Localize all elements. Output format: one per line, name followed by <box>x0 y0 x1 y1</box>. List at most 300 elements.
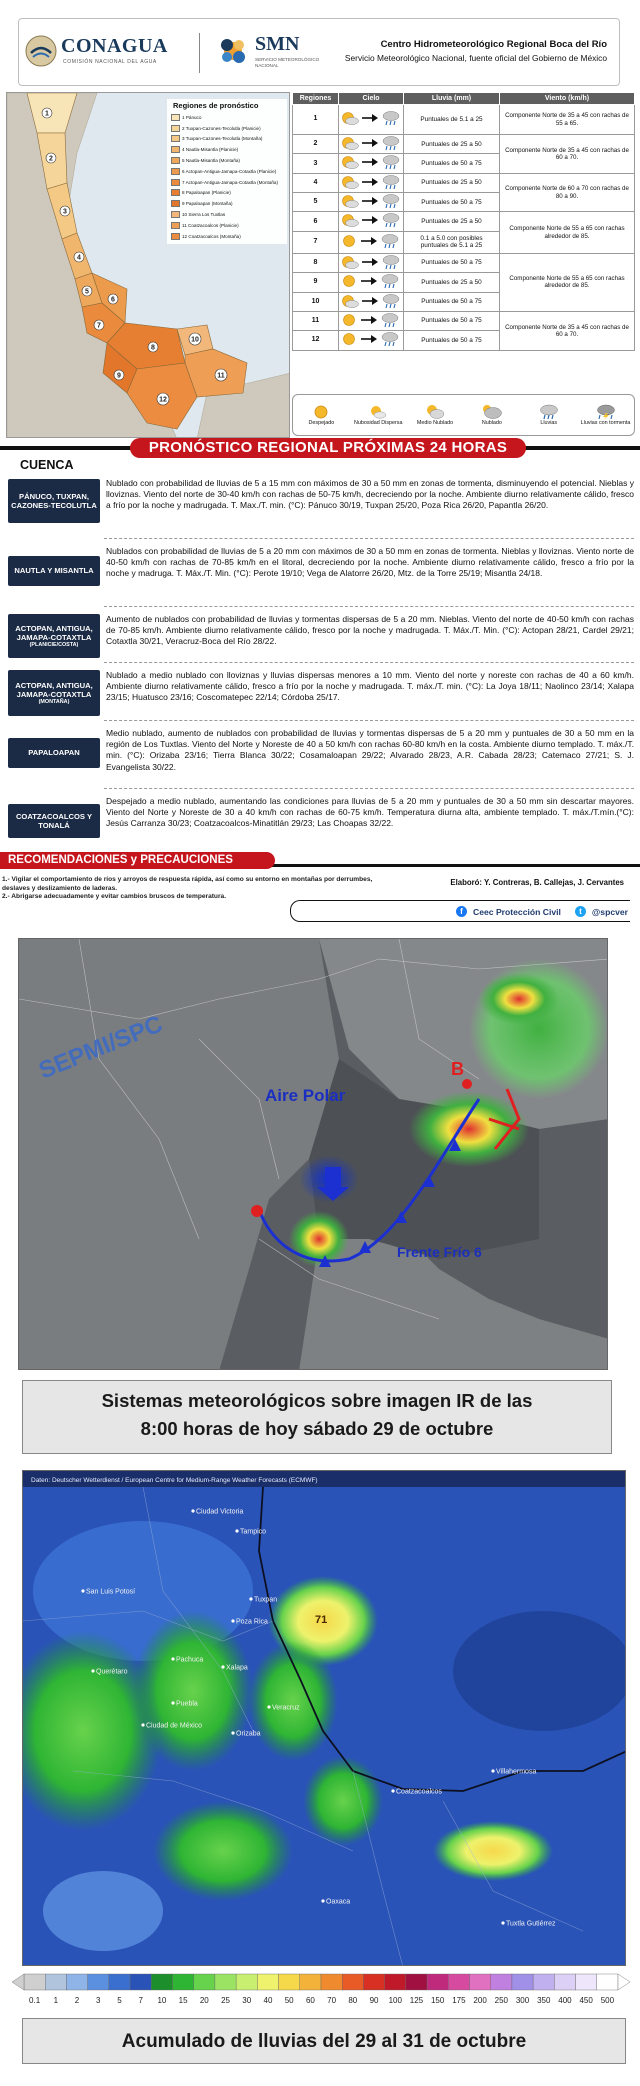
arrow-right-icon <box>360 254 380 270</box>
city-label: Coatzacoalcos <box>396 1788 442 1796</box>
city-label: Orizaba <box>236 1730 261 1738</box>
city-marker <box>171 1701 174 1704</box>
twitter-handle[interactable]: @spcver <box>591 906 628 917</box>
header-viento: Viento (km/h) <box>500 93 635 105</box>
scale-swatch <box>215 1974 236 1990</box>
legend-label: 1 Pánuco <box>182 114 202 120</box>
forecast-sky <box>339 273 404 292</box>
sky-icons <box>342 273 400 289</box>
legend-swatch <box>171 222 180 229</box>
rain-icon <box>381 293 401 309</box>
city-marker <box>491 1769 494 1772</box>
arrow-right-icon <box>360 212 380 228</box>
scale-swatch <box>554 1974 575 1990</box>
header-lluvia: Lluvia (mm) <box>404 93 500 105</box>
scale-swatch <box>45 1974 66 1990</box>
arrow-right-icon <box>359 312 379 328</box>
sky-legend <box>292 394 635 436</box>
legend-label: 5 Nautla-Misantla (Montaña) <box>182 158 240 164</box>
city-marker <box>191 1509 194 1512</box>
scale-label: 2 <box>74 1996 80 2005</box>
forecast-wind: Componente Norte de 60 a 70 con rachas de 80 a 90. <box>500 173 635 212</box>
map-legend-item <box>171 112 285 123</box>
sky-legend-label: Lluvias con tormenta <box>580 419 631 426</box>
rain-icon <box>381 110 401 126</box>
city-label: Villahermosa <box>496 1768 537 1776</box>
forecast-sky <box>339 135 404 154</box>
sun-icon <box>342 312 358 328</box>
scale-swatch <box>533 1974 554 1990</box>
label-cold-front: Frente Frío 6 <box>397 1244 482 1260</box>
scale-swatch <box>279 1974 300 1990</box>
partly-cloudy-icon <box>341 293 359 309</box>
legend-swatch <box>171 114 180 121</box>
sky-legend-label: Medio Nublado <box>416 419 454 426</box>
city-label: Querétaro <box>96 1668 128 1676</box>
forecast-region: 5 <box>293 193 339 212</box>
scale-label: 30 <box>242 1996 252 2005</box>
map-legend-item <box>171 220 285 231</box>
sky-icons <box>341 135 401 151</box>
sky-icons <box>341 254 401 270</box>
legend-swatch <box>171 189 180 196</box>
basin-text-actopan-planicie: Aumento de nublados con probabilidad de lluvias y tormentas dispersas de 5 a 20 mm. Nieblas. Viento del norte de 40-50 km/h con rachas de 70-85 km/h. Ambiente diurno relativamente cálido, fresco por la noche y madrugada. T. Máx./T. Min. (°C): Actopan 28/21, Cardel 29/21; Cotaxtla 30/21, Veracruz-Boca del Río 28/22. <box>106 614 634 647</box>
sky-icons <box>342 331 400 347</box>
precip-caption: Acumulado de lluvias del 29 al 31 de octubre <box>22 2018 626 2064</box>
city-marker <box>235 1529 238 1532</box>
recommendation-item: 1.- Vigilar el comportamiento de ríos y arroyos de respuesta rápida, así como su entorno en montañas por derrumbes, deslaves y deslizamiento de laderas. <box>2 876 373 892</box>
forecast-sky <box>339 231 404 253</box>
forecast-region: 9 <box>293 273 339 292</box>
city-label: San Luis Potosí <box>86 1588 136 1596</box>
svg-text:1: 1 <box>45 110 49 118</box>
forecast-row <box>293 105 635 135</box>
scale-label: 10 <box>157 1996 167 2005</box>
arrow-right-icon <box>359 233 379 249</box>
conagua-logo <box>25 31 185 75</box>
satellite-caption <box>22 1380 612 1454</box>
forecast-wind: Componente Norte de 55 a 65 con rachas alrededor de 85. <box>500 253 635 311</box>
basin-text-actopan-montana: Nublado a medio nublado con lloviznas y lluvias dispersas menores a 10 mm. Viento del norte y noreste con rachas de 40 a 60 km/h. Ambiente diurno relativamente cálido, fresco a frío por la noche y madrugada. T. máx./T. min. (°C): La Joya 18/11; Naolinco 23/14; Xalapa 23/15; Huatusco 23/16; Coscomatepec 22/14; Córdoba 25/17. <box>106 670 634 703</box>
sun-icon <box>342 331 358 347</box>
basin-text-panuco: Nublado con probabilidad de lluvias de 5 a 15 mm con máximos de 30 a 50 mm en zonas de tormenta, disminuyendo el potencial. Nieblas y lloviznas. Viento del norte de 30-40 km/h con rachas de 50-75 km/h, decreciendo por la noche. Ambiente diurno relativamente cálido, fresco a frío por la noche y madrugada. T. Max./T. min. (°C): Pánuco 30/19, Tuxpan 25/20, Poza Rica 26/20, Papantla 26/20. <box>106 478 634 511</box>
rain-icon <box>381 212 401 228</box>
cloudy-icon <box>482 404 502 420</box>
smn-emblem-icon <box>215 33 251 69</box>
svg-text:4: 4 <box>77 254 81 262</box>
sky-icons <box>341 110 401 126</box>
scale-swatch <box>491 1974 512 1990</box>
forecast-rain: Puntuales de 25 a 50 <box>404 135 500 154</box>
scale-swatch <box>470 1974 491 1990</box>
svg-text:3: 3 <box>63 208 67 216</box>
basin-text-nautla: Nublados con probabilidad de lluvias de 5 a 20 mm con máximos de 30 a 50 mm en zonas de tormenta. Nieblas y lloviznas. Viento norte de 40-50 km/h con rachas de 70-85 km/h en el litoral, decreciendo por la noche. Ambiente diurno relativamente cálido, fresco a frío por la noche y madruga. T. Máx./T. Min. (°C): Perote 19/10; Vega de Alatorre 26/20, Mtz. de la Torre 25/19; Misantla 24/18. <box>106 546 634 579</box>
partly-cloudy-icon <box>341 193 359 209</box>
map-legend-item <box>171 155 285 166</box>
map-legend-item <box>171 188 285 199</box>
scale-label: 150 <box>430 1996 445 2005</box>
partly-cloudy-icon <box>341 212 359 228</box>
sky-legend-item <box>410 404 460 427</box>
header <box>18 18 620 86</box>
recommendation-item: 2.- Abrigarse adecuadamente y evitar cambios bruscos de temperatura. <box>2 893 227 901</box>
forecast-row <box>293 253 635 272</box>
rain-icon <box>381 135 401 151</box>
city-label: Tuxpan <box>254 1596 278 1604</box>
city-label: Tampico <box>240 1528 267 1536</box>
svg-text:9: 9 <box>117 372 121 380</box>
sky-icons <box>341 193 401 209</box>
svg-text:6: 6 <box>111 296 115 304</box>
scale-swatch <box>109 1974 130 1990</box>
forecast-region: 7 <box>293 231 339 253</box>
map-legend-item <box>171 166 285 177</box>
precip-scale <box>10 1970 632 2010</box>
legend-label: 9 Papaloapan (Montaña) <box>182 201 233 207</box>
satellite-caption-line2: 8:00 horas de hoy sábado 29 de octubre <box>140 1417 494 1439</box>
sky-icons <box>341 174 401 190</box>
forecast-region: 6 <box>293 212 339 231</box>
svg-text:11: 11 <box>217 372 225 380</box>
legend-swatch <box>171 233 180 240</box>
sky-legend-item <box>353 404 403 427</box>
map-legend-title: Regiones de pronóstico <box>173 101 259 110</box>
city-marker <box>267 1705 270 1708</box>
basin-label-actopan-montana <box>8 670 100 716</box>
partly-cloudy-icon <box>341 174 359 190</box>
separator <box>104 720 634 721</box>
separator <box>104 788 634 789</box>
separator <box>104 662 634 663</box>
scale-swatch <box>363 1974 384 1990</box>
scale-label: 60 <box>305 1996 315 2005</box>
scale-swatch <box>448 1974 469 1990</box>
separator <box>104 606 634 607</box>
header-cielo: Cielo <box>339 93 404 105</box>
precip-max-label: 71 <box>315 1614 328 1626</box>
section-banner <box>0 438 640 458</box>
social-links <box>456 906 628 917</box>
scale-swatch <box>236 1974 257 1990</box>
forecast-region: 8 <box>293 253 339 272</box>
forecast-sky <box>339 212 404 231</box>
header-title: Centro Hidrometeorológico Regional Boca del Río <box>380 39 607 50</box>
city-marker <box>141 1723 144 1726</box>
cuenca-title: CUENCA <box>20 458 74 472</box>
forecast-sky <box>339 253 404 272</box>
smn-logo <box>215 29 355 77</box>
arrow-right-icon <box>360 135 380 151</box>
basin-subname: (MONTAÑA) <box>38 698 70 705</box>
basin-label-papaloapan <box>8 738 100 768</box>
city-label: Puebla <box>176 1700 198 1708</box>
forecast-region: 4 <box>293 173 339 192</box>
svg-text:12: 12 <box>159 396 167 404</box>
partly-cloudy-icon <box>341 135 359 151</box>
rain-icon <box>381 254 401 270</box>
sun-icon <box>342 233 358 249</box>
forecast-region: 12 <box>293 331 339 350</box>
sun-icon <box>313 404 329 420</box>
map-legend-item <box>171 144 285 155</box>
basin-label-panuco <box>8 479 100 523</box>
svg-text:8: 8 <box>151 344 155 352</box>
forecast-sky <box>339 105 404 135</box>
scale-label: 250 <box>494 1996 509 2005</box>
label-polar-air: Aire Polar <box>265 1086 346 1105</box>
forecast-wind: Componente Norte de 35 a 45 con rachas de 60 a 70. <box>500 135 635 174</box>
forecast-rain: Puntuales de 50 a 75 <box>404 253 500 272</box>
forecast-row <box>293 311 635 330</box>
scale-label: 300 <box>515 1996 530 2005</box>
logo-divider <box>199 33 200 73</box>
legend-label: 4 Nautla-Misantla (Planicie) <box>182 147 239 153</box>
scale-swatch <box>342 1974 363 1990</box>
sky-legend-item <box>524 404 574 427</box>
legend-label: 12 Coatzacoalcos (Montaña) <box>182 233 241 239</box>
forecast-wind: Componente Norte de 55 a 65 con rachas alrededor de 85. <box>500 212 635 253</box>
forecast-rain: Puntuales de 25 a 50 <box>404 173 500 192</box>
map-legend-item <box>171 123 285 134</box>
forecast-rain: Puntuales de 5.1 a 25 <box>404 105 500 135</box>
rain-icon <box>380 331 400 347</box>
forecast-region: 3 <box>293 154 339 173</box>
scale-swatch <box>427 1974 448 1990</box>
region-map <box>6 92 290 438</box>
facebook-handle[interactable]: Ceec Protección Civil <box>473 906 561 917</box>
scale-label: 5 <box>117 1996 122 2005</box>
scale-swatch <box>406 1974 427 1990</box>
scale-label: 350 <box>537 1996 551 2005</box>
basin-label-nautla <box>8 556 100 586</box>
scale-label: 7 <box>138 1996 143 2005</box>
arrow-right-icon <box>360 174 380 190</box>
arrow-right-icon <box>359 331 379 347</box>
sky-legend-label: Nubosidad Dispersa <box>353 419 403 426</box>
arrow-right-icon <box>360 293 380 309</box>
forecast-table <box>292 92 635 351</box>
scale-label: 125 <box>409 1996 424 2005</box>
scale-label: 20 <box>199 1996 209 2005</box>
partly-cloudy-icon <box>341 154 359 170</box>
scale-swatch <box>24 1974 45 1990</box>
forecast-row <box>293 212 635 231</box>
sky-legend-item <box>581 404 631 427</box>
map-legend-item <box>171 231 285 242</box>
forecast-rain: Puntuales de 25 a 50 <box>404 212 500 231</box>
scale-arrow-left <box>12 1974 24 1990</box>
basin-name: COATZACOALCOS Y TONALÁ <box>15 811 93 830</box>
map-legend-item <box>171 134 285 145</box>
forecast-sky <box>339 173 404 192</box>
scale-label: 175 <box>452 1996 466 2005</box>
legend-swatch <box>171 179 180 186</box>
sky-icons <box>341 154 401 170</box>
scale-swatch <box>385 1974 406 1990</box>
scale-swatch <box>321 1974 342 1990</box>
basin-text-coatzacoalcos: Despejado a medio nublado, aumentando las condiciones para lluvias de 5 a 20 mm y puntuales de 30 a 50 mm sin descartar mayores. Viento del Norte y Noreste de 30 a 40 km/h con rachas de 60-75 km/h. Temperatura diurna alta, ambiente templado. T. máx./T.mín.(°C): Jesús Carranza 30/23; Coatzacoalcos-Minatitlán 29/23; Las Choapas 32/22. <box>106 796 634 829</box>
sky-icons <box>342 233 400 249</box>
scale-label: 90 <box>369 1996 379 2005</box>
scale-swatch <box>576 1974 597 1990</box>
city-marker <box>81 1589 84 1592</box>
basin-name: ACTOPAN, ANTIGUA, JAMAPA-COTAXTLA <box>15 623 93 642</box>
forecast-region: 1 <box>293 105 339 135</box>
label-b: B <box>451 1059 464 1079</box>
legend-swatch <box>171 200 180 207</box>
partly-cloudy-icon <box>341 110 359 126</box>
map-legend-items <box>171 112 285 242</box>
precipitation-graphic <box>23 1471 626 1966</box>
recommendations-header <box>0 852 640 870</box>
sky-icons <box>342 312 400 328</box>
forecast-region: 11 <box>293 311 339 330</box>
city-marker <box>501 1921 504 1924</box>
rain-icon <box>381 193 401 209</box>
scale-swatch <box>300 1974 321 1990</box>
legend-label: 2 Tuxpan-Cazones-Tecolutla (Planicie) <box>182 125 261 131</box>
sky-icons <box>341 212 401 228</box>
rain-icon <box>380 273 400 289</box>
scale-swatch <box>66 1974 87 1990</box>
forecast-region: 10 <box>293 292 339 311</box>
rain-icon <box>381 154 401 170</box>
legend-swatch <box>171 146 180 153</box>
sky-icons <box>341 293 401 309</box>
satellite-image <box>18 938 608 1370</box>
satellite-graphic <box>19 939 608 1370</box>
map-legend-item <box>171 209 285 220</box>
arrow-right-icon <box>360 154 380 170</box>
forecast-rain: 0.1 a 5.0 con posibles puntuales de 5.1 a 25 <box>404 231 500 253</box>
rain-icon <box>380 312 400 328</box>
precip-header: Daten: Deutscher Wetterdienst / European Centre for Medium-Range Weather Forecasts (ECMWF) <box>31 1477 318 1484</box>
city-marker <box>321 1899 324 1902</box>
scale-label: 1 <box>53 1996 59 2005</box>
city-label: Xalapa <box>226 1664 248 1672</box>
city-label: Oaxaca <box>326 1898 351 1906</box>
scale-swatch <box>597 1974 618 1990</box>
conagua-name: CONAGUA <box>61 35 168 57</box>
twitter-icon[interactable]: t <box>575 906 586 917</box>
sun-icon <box>342 273 358 289</box>
forecast-wind: Componente Norte de 35 a 45 con rachas de 55 a 65. <box>500 105 635 135</box>
legend-swatch <box>171 211 180 218</box>
arrow-right-icon <box>360 110 380 126</box>
scale-swatch <box>88 1974 109 1990</box>
city-marker <box>171 1657 174 1660</box>
conagua-sub: COMISIÓN NACIONAL DEL AGUA <box>63 59 157 65</box>
scale-swatch <box>151 1974 172 1990</box>
scale-label: 25 <box>221 1996 230 2005</box>
scale-label: 450 <box>579 1996 593 2005</box>
credits: Elaboró: Y. Contreras, B. Callejas, J. Cervantes <box>450 878 624 887</box>
scale-swatch <box>130 1974 151 1990</box>
legend-swatch <box>171 125 180 132</box>
city-marker <box>231 1731 234 1734</box>
city-marker <box>91 1669 94 1672</box>
scale-swatch <box>512 1974 533 1990</box>
scale-label: 400 <box>558 1996 572 2005</box>
basin-name: PAPALOAPAN <box>28 748 80 758</box>
forecast-sky <box>339 292 404 311</box>
forecast-rain: Puntuales de 50 a 75 <box>404 193 500 212</box>
header-regiones: Regiones <box>293 93 339 105</box>
section-title: PRONÓSTICO REGIONAL PRÓXIMAS 24 HORAS <box>130 438 526 458</box>
scale-swatch <box>257 1974 278 1990</box>
svg-text:10: 10 <box>191 336 199 344</box>
legend-swatch <box>171 168 180 175</box>
basin-label-actopan-planicie <box>8 614 100 658</box>
arrow-right-icon <box>359 273 379 289</box>
city-label: Poza Rica <box>236 1618 268 1626</box>
scale-swatch <box>194 1974 215 1990</box>
map-legend-item <box>171 198 285 209</box>
svg-text:2: 2 <box>49 155 53 163</box>
basin-text-papaloapan: Medio nublado, aumento de nublados con probabilidad de lluvias y tormentas dispersas de 5 a 20 mm y puntuales de 30 a 50 mm en la región de Los Tuxtlas. Viento del Norte y Noreste de 40 a 50 km/h con rachas 60-80 km/h en la costa. Ambiente diurno templado. T. máx./T. min. (°C): Orizaba 23/16; Tierra Blanca 30/22; Cosamaloapan 29/22; Alvarado 28/23, A.R. Cabada 28/23; Catemaco 27/21; S. J. Evangelista 30/22. <box>106 728 634 772</box>
precipitation-map <box>22 1470 626 1966</box>
smn-name: SMN <box>255 33 300 55</box>
scale-label: 40 <box>263 1996 273 2005</box>
basin-name: NAUTLA Y MISANTLA <box>14 566 94 576</box>
scale-label: 100 <box>388 1996 402 2005</box>
city-label: Ciudad Victoria <box>196 1508 244 1516</box>
forecast-row <box>293 135 635 154</box>
legend-label: 11 Coatzacoalcos (Planicie) <box>182 222 239 228</box>
basin-label-coatzacoalcos <box>8 804 100 838</box>
basin-subname: (PLANICIE/COSTA) <box>29 641 79 648</box>
conagua-emblem-icon <box>25 35 57 67</box>
sky-legend-label: Lluvias <box>540 419 558 426</box>
smn-sub: SERVICIO METEOROLÓGICO NACIONAL <box>255 57 320 68</box>
forecast-sky <box>339 311 404 330</box>
legend-label: 8 Papaloapan (Planicie) <box>182 190 231 196</box>
forecast-rain: Puntuales de 50 a 75 <box>404 292 500 311</box>
forecast-rain: Puntuales de 50 a 75 <box>404 311 500 330</box>
arrow-right-icon <box>360 193 380 209</box>
city-marker <box>221 1665 224 1668</box>
city-label: Tuxtla Gutiérrez <box>506 1920 556 1928</box>
sun-few-clouds-icon <box>369 404 387 420</box>
scale-arrow-right <box>618 1974 630 1990</box>
basin-name: PÁNUCO, TUXPAN, CAZONES-TECOLUTLA <box>11 491 97 510</box>
rain-icon <box>380 233 400 249</box>
satellite-caption-line1: Sistemas meteorológicos sobre imagen IR de las <box>101 1390 533 1411</box>
svg-text:7: 7 <box>97 322 101 330</box>
rain-icon <box>539 404 559 420</box>
city-label: Ciudad de México <box>146 1722 203 1730</box>
partly-cloudy-icon <box>341 254 359 270</box>
legend-label: 6 Actopan-Antigua-Jamapa-Cotaxtla (Planicie) <box>182 168 277 174</box>
svg-text:5: 5 <box>85 288 89 296</box>
header-subtitle: Servicio Meteorológico Nacional, fuente oficial del Gobierno de México <box>344 53 607 63</box>
forecast-sky <box>339 331 404 350</box>
precip-scale-graphic <box>10 1970 632 2010</box>
legend-swatch <box>171 157 180 164</box>
forecast-rain: Puntuales de 25 a 50 <box>404 273 500 292</box>
sky-legend-label: Nublado <box>481 419 502 426</box>
city-marker <box>391 1789 394 1792</box>
watermark: SEPMI/SPC <box>35 1010 167 1085</box>
city-label: Pachuca <box>176 1656 204 1664</box>
basin-name: ACTOPAN, ANTIGUA, JAMAPA-COTAXTLA <box>15 680 93 699</box>
scale-label: 500 <box>600 1996 615 2005</box>
recommendations-list <box>2 876 402 902</box>
forecast-rain: Puntuales de 50 a 75 <box>404 154 500 173</box>
forecast-row <box>293 173 635 192</box>
sky-legend-label: Despejado <box>308 419 335 426</box>
facebook-icon[interactable]: f <box>456 906 467 917</box>
